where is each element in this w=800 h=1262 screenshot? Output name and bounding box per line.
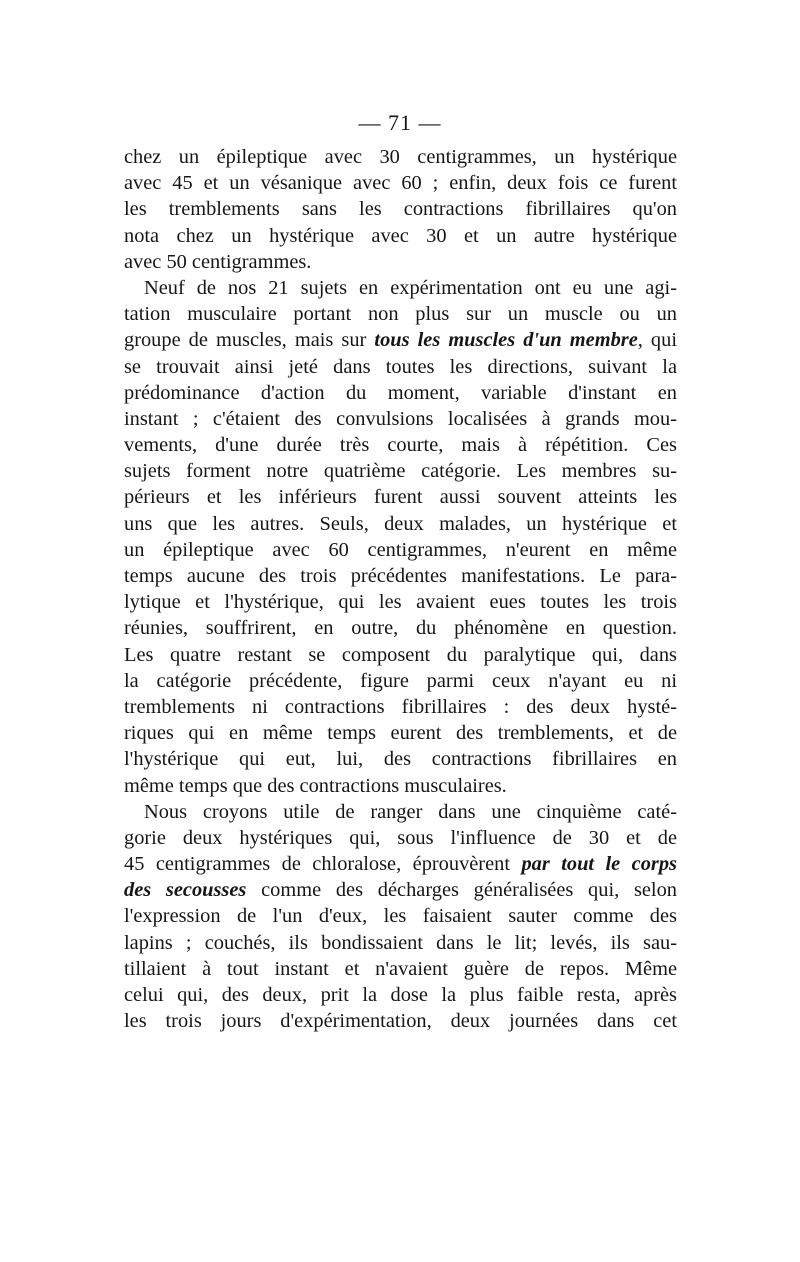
text-line: les trois jours d'expérimentation, deux journées dans cet (124, 1010, 677, 1033)
page-number: — 71 — (358, 110, 442, 135)
text-line: un épileptique avec 60 centigrammes, n'eurent en même (124, 538, 677, 561)
text-line-mixed (124, 851, 677, 877)
text-line-mixed (124, 327, 677, 353)
text-line: Les quatre restant se composent du paralytique qui, dans (124, 643, 677, 666)
text-line: Nous croyons utile de ranger dans une cinquième caté- (144, 800, 677, 823)
text-line: tremblements ni contractions fibrillaires : des deux hysté- (124, 695, 677, 718)
text-line: les tremblements sans les contractions fibrillaires qu'on (124, 198, 677, 221)
text-line: lytique et l'hystérique, qui les avaient eues toutes les trois (124, 591, 677, 614)
text-line: avec 50 centigrammes. (124, 250, 312, 273)
text-line: lapins ; couchés, ils bondissaient dans le lit; levés, ils sau- (124, 931, 677, 954)
italic-run: tous les muscles d'un membre (374, 329, 638, 352)
text-line: prédominance d'action du moment, variable d'instant en (124, 381, 677, 404)
text-run: groupe de muscles, mais sur (124, 329, 367, 352)
text-line: Neuf de nos 21 sujets en expérimentation ont eu une agi- (144, 276, 677, 299)
text-line: temps aucune des trois précédentes manifestations. Le para- (124, 565, 677, 587)
text-line: riques qui en même temps eurent des tremblements, et de (124, 722, 677, 745)
text-line: avec 45 et un vésanique avec 60 ; enfin, deux fois ce furent (124, 172, 677, 195)
text-line: tation musculaire portant non plus sur un muscle ou un (124, 303, 677, 326)
text-line: uns que les autres. Seuls, deux malades, un hystérique et (124, 512, 677, 535)
text-line: périeurs et les inférieurs furent aussi souvent atteints les (124, 486, 677, 509)
text-line: vements, d'une durée très courte, mais à répétition. Ces (124, 434, 677, 457)
text-run: , qui (637, 329, 677, 352)
text-line: même temps que des contractions musculaires. (124, 774, 507, 797)
text-line: la catégorie précédente, figure parmi ceux n'ayant eu ni (124, 669, 677, 692)
italic-run: des secousses (124, 879, 247, 902)
text-line: réunies, souffrirent, en outre, du phénomène en question. (124, 617, 677, 640)
text-line: tillaient à tout instant et n'avaient guère de repos. Même (124, 957, 677, 980)
text-line: instant ; c'étaient des convulsions localisées à grands mou- (124, 407, 677, 430)
text-run: 45 centigrammes de chloralose, éprouvèrent (124, 853, 511, 876)
text-line-mixed (124, 877, 677, 903)
text-line: se trouvait ainsi jeté dans toutes les directions, suivant la (124, 355, 677, 378)
italic-run: par tout le corps (521, 853, 677, 876)
text-line: sujets forment notre quatrième catégorie. Les membres su- (124, 460, 677, 483)
text-run: comme des décharges généralisées qui, selon (246, 879, 677, 902)
text-line: nota chez un hystérique avec 30 et un autre hystérique (124, 224, 677, 247)
text-line: gorie deux hystériques qui, sous l'influence de 30 et de (124, 826, 677, 849)
text-line: l'hystérique qui eut, lui, des contractions fibrillaires en (124, 748, 677, 771)
text-line: chez un épileptique avec 30 centigrammes, un hystérique (124, 146, 677, 168)
text-line: l'expression de l'un d'eux, les faisaient sauter comme des (124, 905, 677, 928)
body-text (124, 144, 677, 1034)
text-line: celui qui, des deux, prit la dose la plus faible resta, après (124, 984, 677, 1006)
